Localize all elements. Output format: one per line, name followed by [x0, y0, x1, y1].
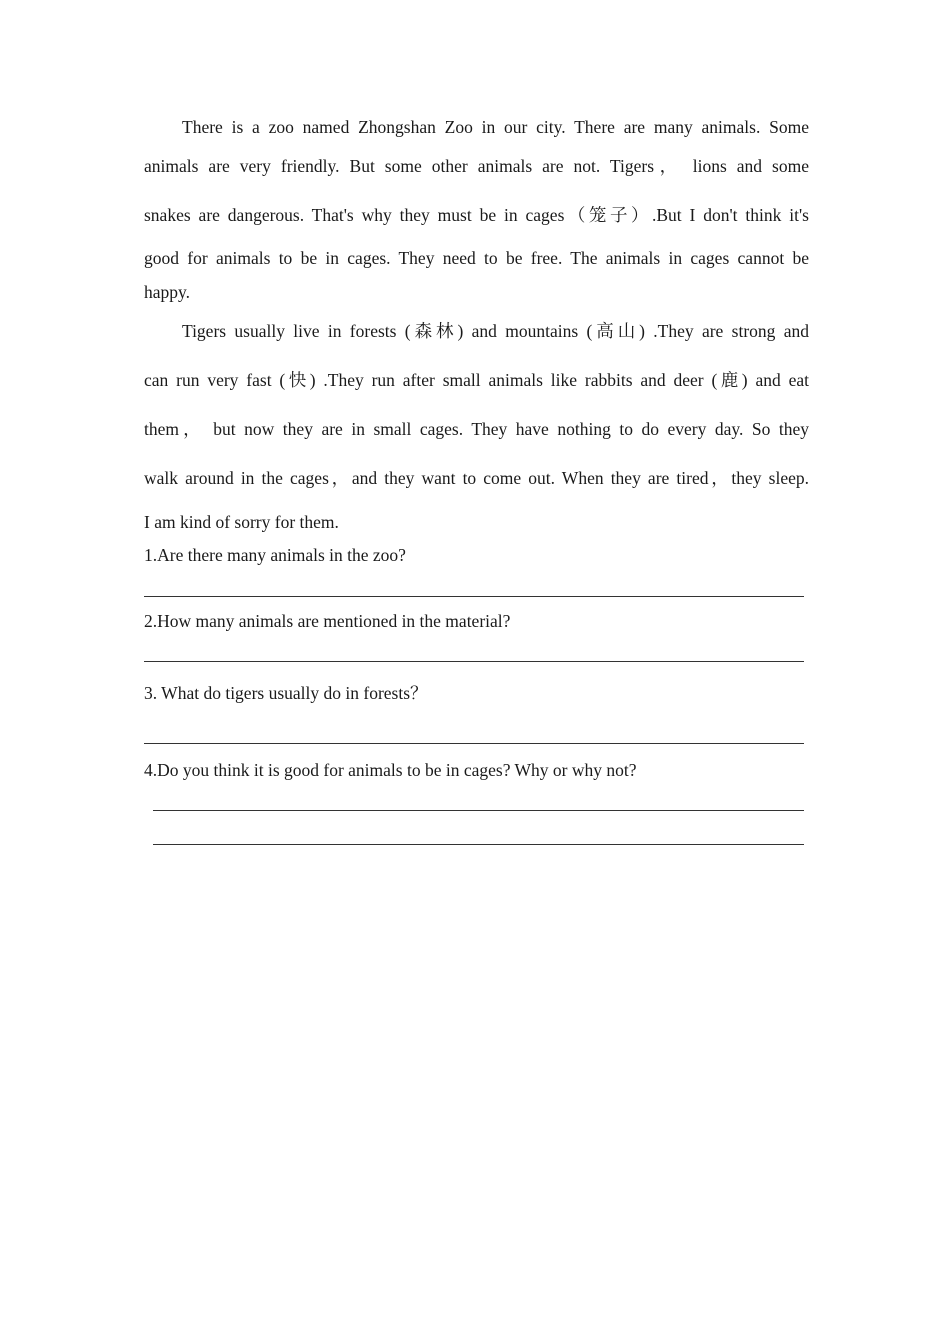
- answer-line-1[interactable]: [144, 596, 804, 597]
- passage-line: Tigers usually live in forests (森林) and mountains (高山) .They are strong and: [182, 321, 809, 341]
- passage-line: them， but now they are in small cages. They have nothing to do every day. So they: [144, 419, 809, 439]
- passage-line: happy.: [144, 282, 191, 302]
- answer-line-3[interactable]: [144, 743, 804, 744]
- passage-line: good for animals to be in cages. They need to be free. The animals in cages cannot be: [144, 248, 809, 268]
- question-1: 1.Are there many animals in the zoo?: [144, 545, 406, 565]
- passage-line: There is a zoo named Zhongshan Zoo in our city. There are many animals. Some: [182, 117, 809, 137]
- answer-line-4a[interactable]: [153, 810, 804, 811]
- answer-line-2[interactable]: [144, 661, 804, 662]
- passage-line: can run very fast (快) .They run after small animals like rabbits and deer (鹿) and eat: [144, 370, 809, 390]
- passage-line: animals are very friendly. But some other animals are not. Tigers， lions and some: [144, 156, 809, 176]
- passage-line: snakes are dangerous. That's why they must be in cages（笼子）.But I don't think it's: [144, 205, 809, 225]
- passage-line: walk around in the cages，and they want to come out. When they are tired，they sleep.: [144, 468, 809, 488]
- question-3: 3. What do tigers usually do in forests？: [144, 683, 428, 703]
- passage-line: I am kind of sorry for them.: [144, 512, 339, 532]
- question-4: 4.Do you think it is good for animals to be in cages? Why or why not?: [144, 760, 637, 780]
- question-2: 2.How many animals are mentioned in the material?: [144, 611, 511, 631]
- answer-line-4b[interactable]: [153, 844, 804, 845]
